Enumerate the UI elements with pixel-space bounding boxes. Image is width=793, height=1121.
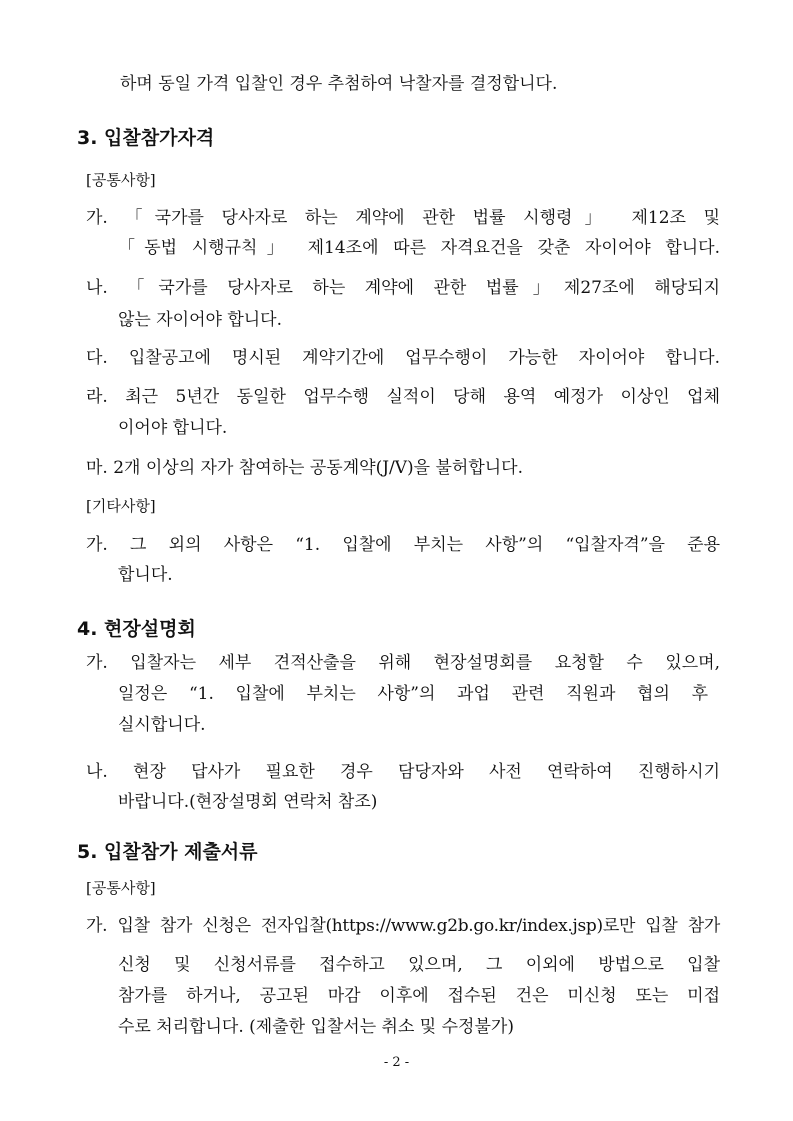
list-item-na: 나. 「국가를 당사자로 하는 계약에 관한 법률」제27조에 해당되지 [86,278,720,298]
list-item-ga-cont: 실시합니다. [118,715,206,735]
list-item-ga: 가. 그 외의 사항은 “1. 입찰에 부치는 사항”의 “입찰자격”을 준용 [86,535,720,555]
list-item-ga: 가. 입찰자는 세부 견적산출을 위해 현장설명회를 요청할 수 있으며, [86,653,720,673]
paragraph-line: 하며 동일 가격 입찰인 경우 추첨하여 낙찰자를 결정합니다. [120,74,558,94]
section-heading-3: 3. 입찰참가자격 [77,127,215,149]
list-item-ma: 마. 2개 이상의 자가 참여하는 공동계약(J/V)을 불허합니다. [86,458,523,478]
list-item-ga-cont: 「동법 시행규칙」 제14조에 따른 자격요건을 갖춘 자이어야 합니다. [118,238,720,258]
category-label: [공통사항] [86,879,156,897]
category-label: [공통사항] [86,171,156,189]
list-item-da: 다. 입찰공고에 명시된 계약기간에 업무수행이 가능한 자이어야 합니다. [86,348,720,368]
section-heading-4: 4. 현장설명회 [77,618,196,640]
list-item-ga: 가. 「국가를 당사자로 하는 계약에 관한 법률 시행령」 제12조 및 [86,208,720,228]
list-item-na: 나. 현장 답사가 필요한 경우 담당자와 사전 연락하여 진행하시기 [86,762,720,782]
category-label: [기타사항] [86,497,156,515]
list-item-ga-cont: 합니다. [118,565,173,585]
list-item-ga-cont: 수로 처리합니다. (제출한 입찰서는 취소 및 수정불가) [118,1017,514,1037]
section-heading-5: 5. 입찰참가 제출서류 [77,841,258,863]
list-item-ga-cont: 신청 및 신청서류를 접수하고 있으며, 그 이외에 방법으로 입찰 [118,955,720,975]
list-item-na-cont: 바랍니다.(현장설명회 연락처 참조) [118,792,378,812]
list-item-ga-cont: 참가를 하거나, 공고된 마감 이후에 접수된 건은 미신청 또는 미접 [118,986,720,1006]
list-item-ga-cont: 일정은 “1. 입찰에 부치는 사항”의 과업 관련 직원과 협의 후 [118,684,708,704]
list-item-ga: 가. 입찰 참가 신청은 전자입찰(https://www.g2b.go.kr/index.jsp)로만 입찰 참가 [86,916,720,936]
list-item-na-cont: 않는 자이어야 합니다. [118,310,283,330]
list-item-ra: 라. 최근 5년간 동일한 업무수행 실적이 당해 용역 예정가 이상인 업체 [86,387,720,407]
list-item-ra-cont: 이어야 합니다. [118,418,228,438]
page-number: - 2 - [383,1055,410,1070]
